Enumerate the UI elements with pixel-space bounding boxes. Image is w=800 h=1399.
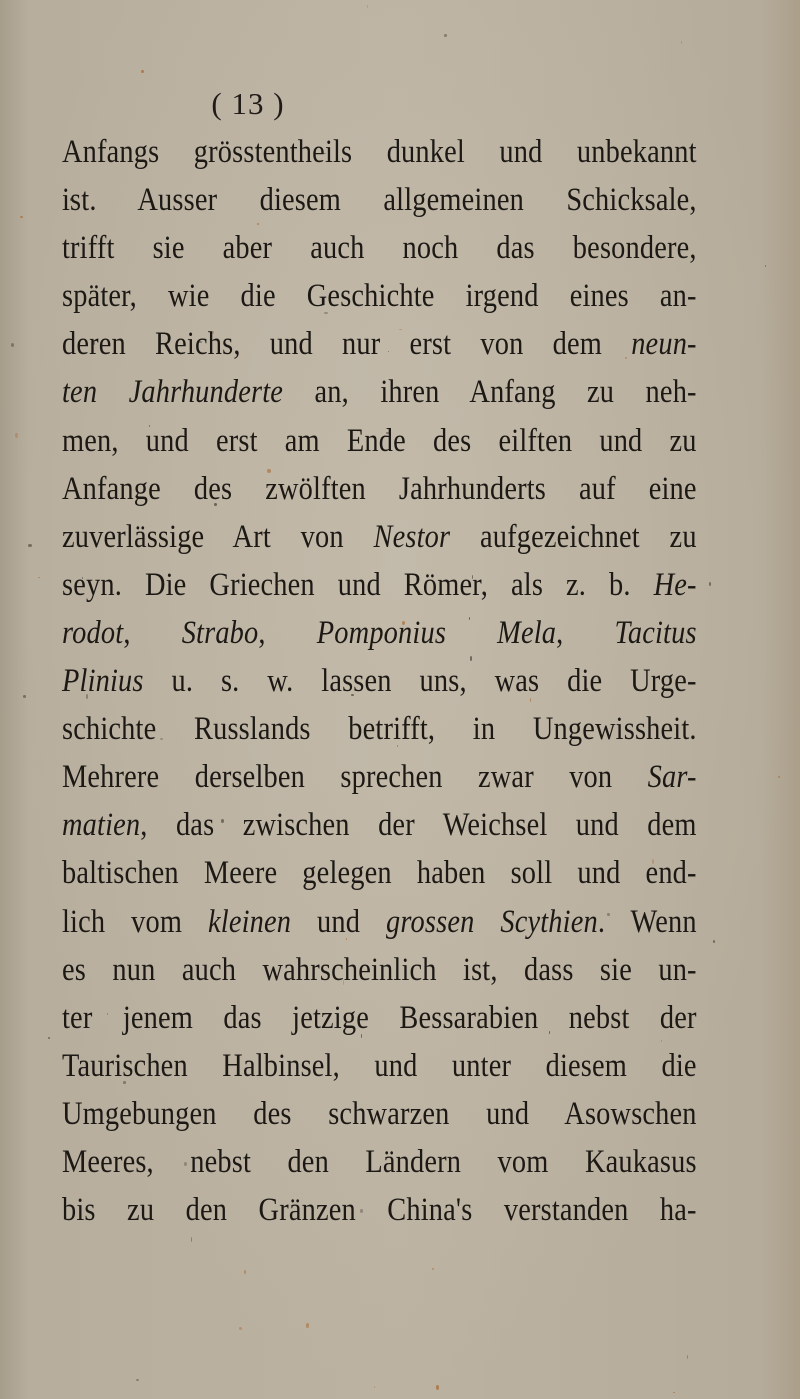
text-line — [62, 1042, 697, 1090]
paper-speck — [374, 1386, 375, 1388]
paper-speck — [709, 582, 711, 587]
text-line — [62, 513, 697, 561]
paper-speck — [673, 1392, 675, 1393]
paper-speck — [239, 1327, 242, 1329]
paper-speck — [367, 5, 368, 8]
text-line — [62, 417, 697, 465]
text-run: aufgezeichnet zu — [450, 518, 697, 555]
paper-speck — [141, 70, 144, 73]
text-line — [62, 176, 697, 224]
text-run: ter jenem das jetzige Bessarabien nebst der — [62, 999, 697, 1036]
italic-text-run: Sar- — [647, 759, 697, 796]
paper-speck — [136, 1379, 139, 1381]
italic-text-run: Tacitus — [614, 614, 697, 651]
text-run: seyn. Die Griechen und Römer, als z. b. — [62, 566, 654, 603]
text-line — [62, 898, 697, 946]
paper-speck — [28, 544, 32, 547]
text-run: Meeres, nebst den Ländern vom Kaukasus — [62, 1143, 697, 1180]
paper-speck — [436, 1385, 439, 1390]
text-run: zuverlässige Art von — [62, 518, 374, 555]
text-line — [62, 368, 697, 416]
paper-speck — [713, 940, 715, 943]
paper-speck — [11, 343, 14, 347]
text-line — [62, 801, 697, 849]
italic-text-run: grossen Scythien — [386, 903, 598, 940]
paper-speck — [687, 1355, 689, 1359]
italic-text-run: Pomponius Mela — [316, 614, 557, 651]
italic-text-run: Strabo — [181, 614, 259, 651]
text-run: . Wenn — [597, 903, 697, 940]
text-run: deren Reichs, und nur erst von dem — [62, 326, 632, 363]
text-line — [62, 561, 697, 609]
text-line — [62, 849, 697, 897]
text-run: Umgebungen des schwarzen und Asowschen — [62, 1095, 697, 1132]
paper-speck — [681, 41, 682, 45]
text-line — [62, 609, 697, 657]
page-number: ( 13 ) — [211, 86, 285, 121]
paper-speck — [191, 1237, 192, 1242]
text-line — [62, 128, 697, 176]
italic-text-run: ten Jahrhunderte — [62, 374, 284, 411]
text-run: , — [556, 614, 615, 651]
text-line — [62, 1186, 697, 1234]
text-run: , — [258, 614, 317, 651]
text-run: bis zu den Gränzen China's verstanden ha- — [62, 1192, 697, 1229]
text-run: und — [291, 903, 387, 940]
text-line — [62, 1138, 697, 1186]
paper-speck — [244, 1270, 246, 1274]
italic-text-run: rodot — [62, 614, 124, 651]
text-run: ist. Ausser diesem allgemeinen Schicksale, — [62, 182, 697, 219]
text-run: trifft sie aber auch noch das besondere, — [62, 230, 697, 267]
italic-text-run: matien — [62, 807, 141, 844]
paper-speck — [444, 34, 447, 38]
text-line — [62, 705, 697, 753]
text-run: Anfangs grösstentheils dunkel und unbekannt — [62, 134, 697, 170]
text-run: Mehrere derselben sprechen zwar von — [62, 759, 648, 796]
paper-speck — [15, 433, 18, 438]
italic-text-run: Nestor — [373, 518, 451, 555]
text-run: lich vom — [62, 903, 208, 940]
text-line — [62, 1090, 697, 1138]
text-run: schichte Russlands betrifft, in Ungewissheit. — [62, 711, 697, 748]
paper-speck — [23, 695, 26, 697]
italic-text-run: neun- — [631, 326, 697, 363]
text-run: u. s. w. lassen uns, was die Urge- — [143, 663, 697, 700]
text-line — [62, 994, 697, 1042]
text-line — [62, 946, 697, 994]
paper-speck — [48, 1037, 50, 1038]
italic-text-run: kleinen — [207, 903, 292, 940]
text-line — [62, 272, 697, 320]
text-line — [62, 224, 697, 272]
paper-speck — [432, 1268, 434, 1271]
italic-text-run: He- — [653, 566, 697, 603]
text-run: , — [123, 614, 182, 651]
text-run: Taurischen Halbinsel, und unter diesem die — [62, 1047, 697, 1084]
text-line — [62, 320, 697, 368]
text-run: Anfange des zwölften Jahrhunderts auf eine — [62, 470, 697, 507]
paper-speck — [20, 216, 24, 218]
paper-speck — [778, 776, 780, 777]
text-run: es nun auch wahrscheinlich ist, dass sie un- — [62, 951, 697, 988]
text-run: später, wie die Geschichte irgend eines an- — [62, 278, 697, 315]
text-run: , das zwischen der Weichsel und dem — [140, 807, 697, 844]
text-run: baltischen Meere gelegen haben soll und end- — [62, 855, 697, 892]
italic-text-run: Plinius — [62, 663, 144, 700]
text-line — [62, 753, 697, 801]
text-line — [62, 657, 697, 705]
text-line — [62, 465, 697, 513]
paper-speck — [38, 577, 40, 578]
body-text — [62, 128, 697, 1234]
text-run: an, ihren Anfang zu neh- — [283, 374, 697, 411]
text-run: men, und erst am Ende des eilften und zu — [62, 422, 697, 459]
paper-speck — [765, 265, 766, 268]
paper-speck — [306, 1323, 310, 1328]
